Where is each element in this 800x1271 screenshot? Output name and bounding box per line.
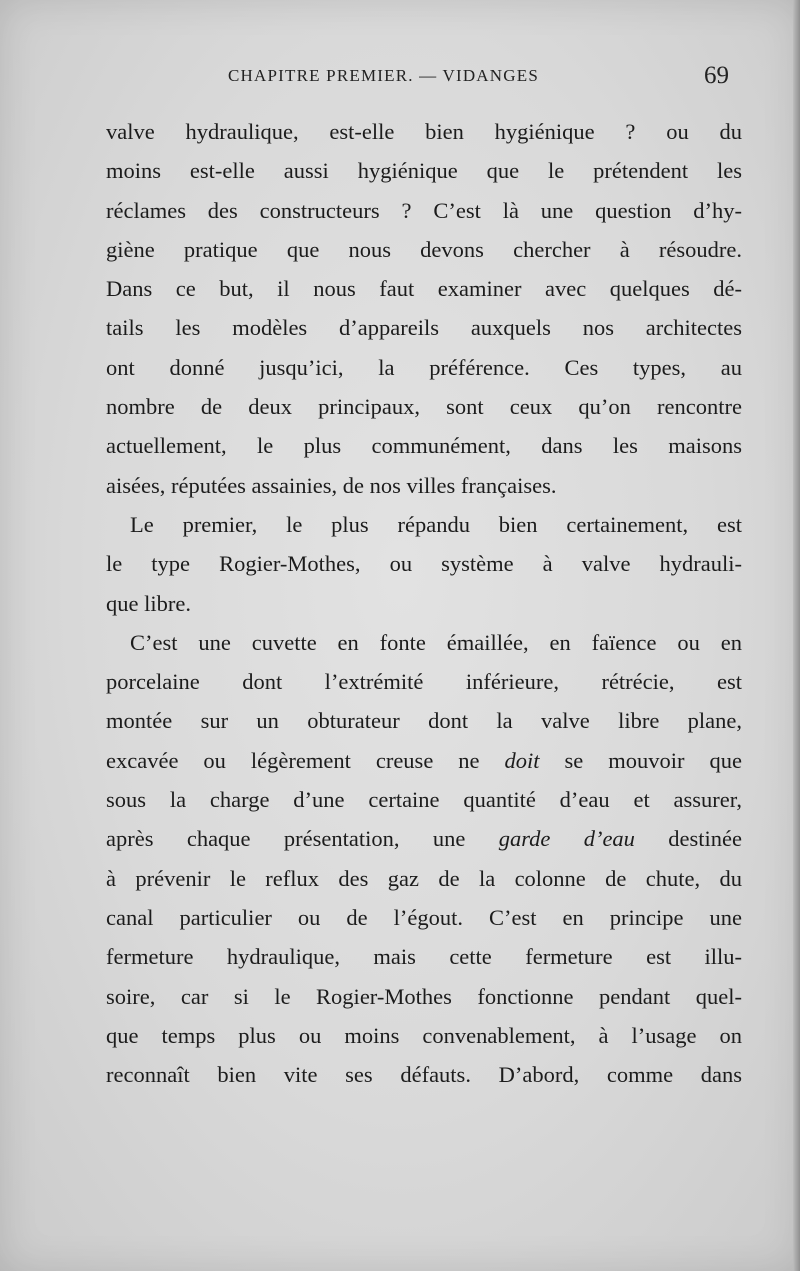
- text-line: à prévenir le reflux des gaz de la colonne de chute, du: [106, 865, 742, 891]
- text-line: reconnaît bien vite ses défauts. D’abord, comme dans: [106, 1062, 742, 1088]
- text-line: ont donné jusqu’ici, la préférence. Ces types, au: [106, 354, 742, 380]
- text-line: excavée ou légèrement creuse ne doit se mouvoir que: [106, 747, 742, 773]
- emphasized-text: doit: [504, 747, 540, 773]
- text-line: giène pratique que nous devons chercher à résoudre.: [106, 236, 742, 262]
- text-line: Dans ce but, il nous faut examiner avec quelques dé-: [106, 276, 742, 302]
- text-line: soire, car si le Rogier-Mothes fonctionne pendant quel-: [106, 983, 742, 1009]
- text-line: valve hydraulique, est-elle bien hygiénique ? ou du: [106, 119, 742, 144]
- text-line: que libre.: [106, 590, 191, 616]
- text-line: sous la charge d’une certaine quantité d’eau et assurer,: [106, 787, 742, 813]
- page-number: 69: [704, 62, 729, 89]
- text-line: après chaque présentation, une garde d’eau destinée: [106, 826, 743, 852]
- running-header: [0, 62, 800, 92]
- text-line: actuellement, le plus communément, dans les maisons: [106, 433, 742, 459]
- text-line: nombre de deux principaux, sont ceux qu’on rencontre: [106, 394, 742, 420]
- text-line: le type Rogier-Mothes, ou système à valve hydrauli-: [106, 551, 742, 577]
- text-line: porcelaine dont l’extrémité inférieure, rétrécie, est: [106, 669, 742, 695]
- paragraph-3: [106, 623, 742, 1095]
- text-line: Le premier, le plus répandu bien certainement, est: [130, 511, 742, 537]
- text-line: montée sur un obturateur dont la valve libre plane,: [106, 708, 742, 734]
- text-line: C’est une cuvette en fonte émaillée, en faïence ou en: [130, 629, 742, 655]
- body-text: [106, 112, 742, 1094]
- page-edge-shadow: [793, 0, 800, 1271]
- text-line: canal particulier ou de l’égout. C’est en principe une: [106, 904, 742, 930]
- text-line: réclames des constructeurs ? C’est là une question d’hy-: [106, 197, 742, 223]
- emphasized-text: garde d’eau: [498, 826, 635, 852]
- running-title: CHAPITRE PREMIER. — VIDANGES: [228, 66, 539, 85]
- text-line: fermeture hydraulique, mais cette fermeture est illu-: [106, 944, 742, 970]
- text-line: tails les modèles d’appareils auxquels nos architectes: [106, 315, 742, 341]
- paragraph-1: [106, 112, 742, 505]
- text-line: aisées, réputées assainies, de nos villes françaises.: [106, 472, 557, 498]
- text-line: moins est-elle aussi hygiénique que le prétendent les: [106, 158, 742, 184]
- text-line: que temps plus ou moins convenablement, à l’usage on: [106, 1022, 742, 1048]
- paragraph-2: [106, 505, 742, 623]
